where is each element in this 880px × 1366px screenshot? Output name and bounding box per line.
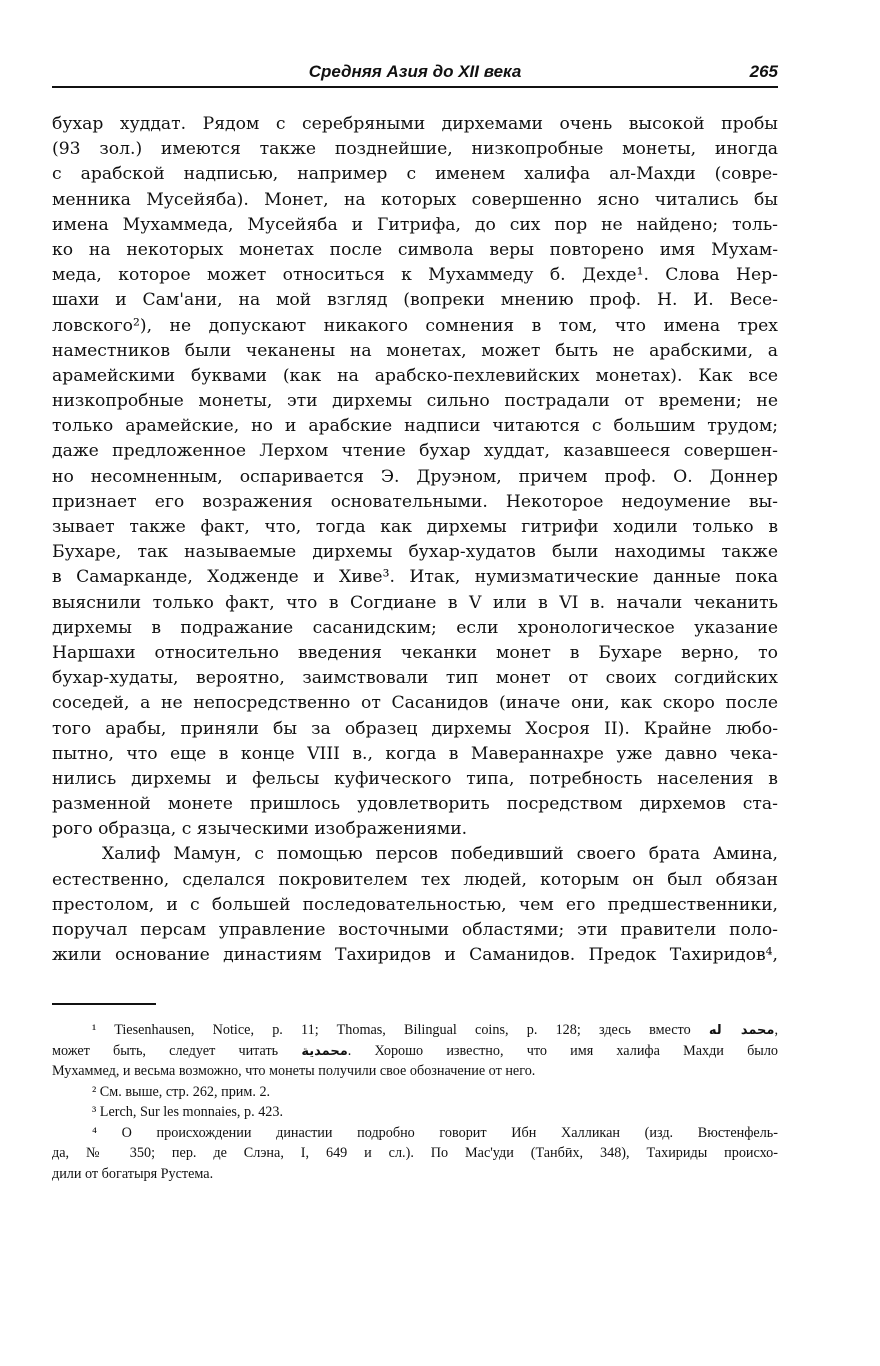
text-line: Халиф Мамун, с помощью персов победивший своего брата Амина, [102, 844, 778, 865]
footnote-text: может быть, следует читать [52, 1042, 279, 1059]
text-line: дирхемы в подражание сасанидским; если хронологическое указание [52, 617, 778, 638]
text-line: бухар худдат. Рядом с серебряными дирхемами очень высокой пробы [52, 114, 778, 134]
text-line: зывает также факт, что, тогда как дирхемы гитрифи ходили только в [52, 517, 778, 537]
text-line: ловского²), не допускают никакого сомнения в том, что имена трех [52, 315, 778, 336]
text-line: имена Мухаммеда, Мусейяба и Гитрифа, до сих пор не найдено; толь- [52, 214, 778, 235]
text-line: ко на некоторых монетах после символа веры повторено имя Мухам- [52, 239, 778, 260]
footnote-line: ² См. выше, стр. 262, прим. 2. [92, 1083, 271, 1100]
footnote-text: . Хорошо известно, что имя халифа Махди было [347, 1042, 778, 1059]
text-line: (93 зол.) имеются также позднейшие, низкопробные монеты, иногда [52, 139, 778, 160]
text-line: Бухаре, так называемые дирхемы бухар-худатов были находимы также [52, 542, 778, 563]
text-line: арамейскими буквами (как на арабско-пехлевийских монетах). Как все [52, 365, 778, 386]
footnote-text: ¹ Tiesenhausen, Notice, p. 11; Thomas, Bilingual coins, p. 128; здесь вместо [92, 1022, 691, 1038]
text-line: рого образца, с языческими изображениями. [52, 819, 468, 840]
page-number: 265 [749, 62, 778, 81]
footnote-line [52, 1020, 778, 1041]
footnote-line: ³ Lerch, Sur les monnaies, p. 423. [92, 1104, 284, 1120]
footnote-line: дили от богатыря Рустема. [52, 1165, 214, 1182]
text-line: признает его возражения основательными. Некоторое недоумение вы- [52, 491, 778, 512]
text-line: естественно, сделался покровителем тех людей, которым он был обязан [52, 869, 778, 890]
arabic-inscription: محمدية [301, 1043, 348, 1059]
footnotes [52, 1020, 778, 1184]
text-line: разменной монете пришлось удовлетворить посредством дирхемов ста- [52, 794, 778, 815]
text-line: нились дирхемы и фельсы куфического типа, потребность населения в [52, 768, 778, 789]
text-line: Наршахи относительно введения чеканки монет в Бухаре верно, то [52, 642, 778, 663]
text-line: престолом, и с большей последовательностью, чем его предшественники, [52, 894, 778, 915]
arabic-inscription: محمد له [708, 1023, 775, 1038]
footnote-text: , [774, 1022, 779, 1038]
footnote-line: ⁴ О происхождении династии подробно говорит Ибн Халликан (изд. Вюстенфель- [92, 1124, 778, 1141]
footnote-divider [52, 1003, 156, 1005]
text-line: меда, которое может относиться к Мухаммеду б. Дехде¹. Слова Нер- [52, 265, 778, 286]
footnote-line: да, № 350; пер. де Слэна, I, 649 и сл.). По Мас'уди (Танбӣх, 348), Тахириды происхо- [52, 1145, 778, 1161]
text-line: менника Мусейяба). Монет, на которых совершенно ясно читались бы [52, 189, 778, 210]
text-line: низкопробные монеты, эти дирхемы сильно пострадали от времени; не [52, 391, 778, 412]
text-line: поручал персам управление восточными областями; эти правители поло- [52, 920, 778, 940]
running-title: Средняя Азия до XII века [308, 62, 522, 81]
text-line: с арабской надписью, например с именем халифа ал-Махди (совре- [52, 164, 778, 185]
text-line: наместников были чеканены на монетах, может быть не арабскими, а [52, 340, 778, 361]
text-line: даже предложенное Лерхом чтение бухар худдат, казавшееся совершен- [52, 441, 778, 462]
main-text [52, 112, 778, 968]
text-line: пытно, что еще в конце VIII в., когда в Мавераннахре уже давно чека- [52, 743, 778, 764]
page-header [52, 58, 778, 88]
text-line: но несомненным, оспаривается Э. Друэном, причем проф. О. Доннер [52, 466, 778, 487]
text-line: в Самарканде, Ходженде и Хиве³. Итак, нумизматические данные пока [52, 567, 778, 588]
text-line: бухар-худаты, вероятно, заимствовали тип монет от своих согдийских [52, 668, 778, 689]
text-line: только арамейские, но и арабские надписи читаются с большим трудом; [52, 416, 778, 437]
text-line: соседей, а не непосредственно от Сасанидов (иначе они, как скоро после [52, 693, 778, 714]
text-line: выяснили только факт, что в Согдиане в V или в VI в. начали чеканить [52, 592, 778, 613]
text-line: того арабы, приняли бы за образец дирхемы Хосроя II). Крайне любо- [52, 718, 778, 739]
text-line: шахи и Сам'ани, на мой взгляд (вопреки мнению проф. Н. И. Весе- [52, 290, 778, 311]
footnote-line [52, 1041, 778, 1062]
footnote-line: Мухаммед, и весьма возможно, что монеты получили свое обозначение от него. [52, 1063, 536, 1079]
text-line: жили основание династиям Тахиридов и Саманидов. Предок Тахиридов⁴, [52, 945, 778, 966]
